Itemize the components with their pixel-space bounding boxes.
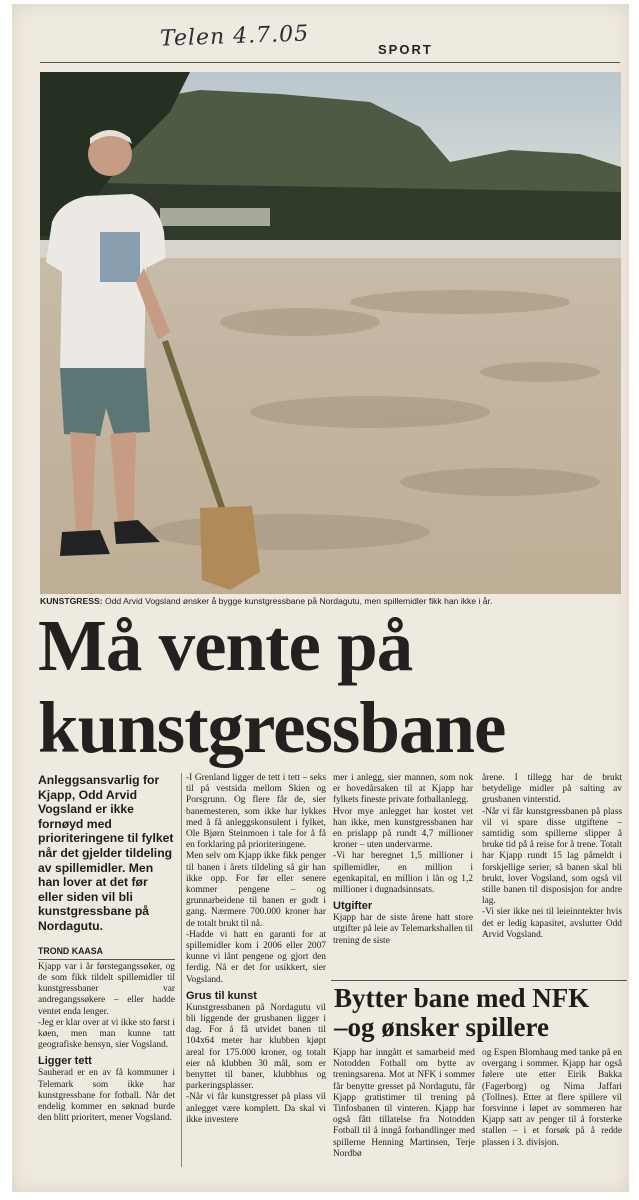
article-lede: Anleggsansvarlig for Kjapp, Odd Arvid Vogsland er ikke fornøyd med prioriteringene til fylket når det gjelder tildeling av spillemidler. Men han lover at det før eller siden vil bli kunstgressbane på Nordagutu. <box>38 773 174 933</box>
paragraph: Hvor mye anlegget har kostet vet han ikke, men kunstgressbanen har en prislapp på rundt 4,7 millioner kroner – uten undervarme. <box>333 806 473 851</box>
paragraph: -Vi har beregnet 1,5 millioner i spillemidler, en million i egenkapital, en million i lån og 1,2 millioner i dugnadsinnsats. <box>333 851 473 896</box>
paragraph: årene. I tillegg har de brukt betydelige midler på salting av grusbanen vinterstid. <box>482 773 622 806</box>
photo-illustration <box>40 72 621 594</box>
paragraph: -Når vi får kunstgressbanen på plass vil vi spare disse utgiftene – samtidig som spillerne slipper å bruke tid på å reise for å trene. Totalt har Kjapp rundt 15 lag påmeldt i forskjellige serier, så banen skal bli brukt, lover Vogsland, som også vil stille banen til disposisjon for andre lag. <box>482 806 622 907</box>
paragraph: Kunstgressbanen på Nordagutu vil bli liggende der grusbanen ligger i dag. For å få utvidet banen til 104x64 meter har klubben kjøpt areal for 175.000 kroner, og totalt eier nå klubben 30 mål, som er benyttet til baner, klubbhus og parkeringsplasser. <box>186 1002 326 1092</box>
crosshead: Utgifter <box>333 900 373 913</box>
column-divider <box>181 773 182 1167</box>
paragraph: og Espen Blomhaug med tanke på en overgang i sommer. Kjapp har også følere ute etter Eirik Bakka (Fagerborg) og Nima Jaffari (Tollnes). Etter at flere spillere vil forsvinne i løpet av sommeren har Kjapp satt av penger til å forsterke stallen – i et forsøk på å redde plassen i 3. divisjon. <box>482 1048 622 1148</box>
paragraph: -Jeg er klar over at vi ikke sto først i køen, men man kunne tatt geografiske hensyn, sier Vogsland. <box>38 1017 175 1051</box>
paragraph: Men selv om Kjapp ikke fikk penger til banen i årets tildeling så gir han ikke opp. For før eller senere kommer pengene – og grunnarbeidene til banen er godt i gang. Nærmere 700.000 kroner har de totalt brukt til nå. <box>186 851 326 929</box>
article-photo <box>40 72 621 594</box>
paragraph: -Vi sier ikke nei til leieinntekter hvis det er ledig kapasitet, avslutter Odd Arvid Vogsland. <box>482 907 622 940</box>
handwritten-note: Telen 4.7.05 <box>159 21 310 52</box>
caption-label: KUNSTGRESS: <box>40 596 103 606</box>
article-column-2 <box>186 773 326 1126</box>
article-column-3 <box>333 773 473 947</box>
paragraph: mer i anlegg, sier mannen, som nok er hovedårsaken til at Kjapp har fylkets fineste private fotballanlegg. <box>333 773 473 806</box>
sidebar-column-2 <box>482 1048 622 1149</box>
caption-text: Odd Arvid Vogsland ønsker å bygge kunstgressbane på Nordagutu, men spillemidler fikk han ikke i år. <box>102 596 493 606</box>
paragraph: -I Grenland ligger de tett i tett – seks til på vestsida mellom Skien og Porsgrunn. Og flere får de, sier banemesteren, som ikke har lykkes med å få anleggskonsulent i fylket, Ole Bjørn Steinmoen i tale for å få en forklaring på prioriteringene. <box>186 773 326 851</box>
headline-line-1: Må vente på <box>38 605 413 686</box>
sidebar-headline-line-2: –og ønsker spillere <box>334 1012 550 1042</box>
section-label: SPORT <box>378 42 433 57</box>
headline-line-2: kunstgressbane <box>38 687 506 768</box>
paragraph: Sauherad er en av få kommuner i Telemark som ikke har kunstgressbane for fotball. Når det endelig kommer en søknad burde den blitt prioritert, mener Vogsland. <box>38 1068 175 1124</box>
paragraph: Kjapp var i år førstegangssøker, og de som fikk tildelt spillemidler til kunstgressbaner var andregangssøkere – eller hadde ventet enda lenger. <box>38 961 175 1017</box>
sidebar-column-1 <box>333 1048 475 1160</box>
article-headline <box>38 605 628 769</box>
paragraph: -Når vi får kunstgresset på plass vil anlegget være komplett. Da skal vi ikke investere <box>186 1092 326 1125</box>
sidebar-rule <box>331 980 627 981</box>
paragraph: Kjapp har inngått et samarbeid med Notodden Fotball om bytte av treningsarena. Mot at NFK i sommer får benytte gresset på Nordagutu, får Kjapp gratistimer til trening på Tinfosbanen til vinteren. Kjapp har også fått tillatelse fra Notodden Fotball til å inngå forhandlinger med spillerne Henning Martinsen, Terje Nordbø <box>333 1048 475 1159</box>
paragraph: Kjapp har de siste årene hatt store utgifter på leie av Telemarkshallen til trening de siste <box>333 913 474 946</box>
paragraph: -Hadde vi hatt en garanti for at spillemidler kom i 2006 eller 2007 kunne vi lånt pengene og gjort den ferdig. Nå er det for usikkert, sier Vogsland. <box>186 929 326 985</box>
crosshead: Grus til kunst <box>186 989 257 1002</box>
byline: TROND KAASA <box>38 946 175 960</box>
article-column-1 <box>38 773 175 1124</box>
top-rule <box>40 62 620 63</box>
article-column-4 <box>482 773 622 941</box>
sidebar-headline-line-1: Bytter bane med NFK <box>334 983 590 1013</box>
crosshead: Ligger tett <box>38 1055 92 1068</box>
sidebar-headline <box>334 984 626 1042</box>
